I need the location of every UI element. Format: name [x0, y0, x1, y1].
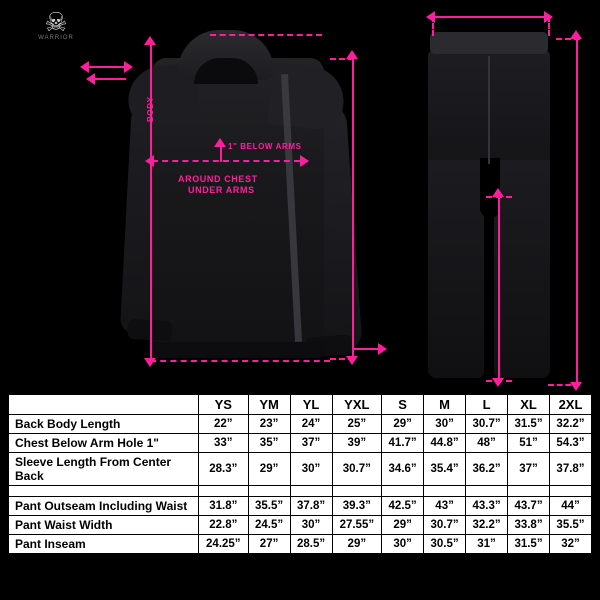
cell: 31.8”: [199, 497, 249, 516]
table-header-ys: YS: [199, 395, 249, 415]
below-arms-label: 1" BELOW ARMS: [228, 142, 302, 151]
cell: 25”: [332, 415, 382, 434]
spacer-cell: [332, 486, 382, 497]
jacket-hem-guide-line: [150, 360, 330, 362]
cell: 30”: [382, 535, 424, 554]
pants-graphic: [412, 20, 572, 388]
cell: 35.5”: [550, 516, 592, 535]
spacer-cell: [550, 486, 592, 497]
jacket-cuff-arrow: [378, 343, 387, 355]
pants-inseam-bottom-tick: [486, 380, 512, 382]
table-header-ym: YM: [248, 395, 290, 415]
brand-name: WARRIOR: [38, 35, 74, 41]
spacer-cell: [290, 486, 332, 497]
cell: 37.8”: [550, 453, 592, 486]
cell: 24.5”: [248, 516, 290, 535]
cell: 33.8”: [508, 516, 550, 535]
table-row: [9, 497, 592, 516]
jacket-chest-measure-line: [152, 160, 300, 162]
table-header-yl: YL: [290, 395, 332, 415]
jacket-collar: [178, 30, 274, 80]
cell: 31”: [466, 535, 508, 554]
table-row: [9, 535, 592, 554]
cell: 32.2”: [550, 415, 592, 434]
table-corner-cell: [9, 395, 199, 415]
spacer-cell: [466, 486, 508, 497]
cell: 22”: [199, 415, 249, 434]
center-back-line-2: [92, 78, 126, 80]
pants-outseam-top-tick: [556, 38, 580, 40]
cell: 31.5”: [508, 535, 550, 554]
below-arms-tick: [220, 146, 222, 162]
table-row: [9, 415, 592, 434]
cell: 24.25”: [199, 535, 249, 554]
pants-waist-left-tick: [432, 16, 434, 36]
cell: 30”: [290, 453, 332, 486]
cell: 36.2”: [466, 453, 508, 486]
row-label: Chest Below Arm Hole 1": [9, 434, 199, 453]
cell: 27.55”: [332, 516, 382, 535]
size-chart-table: [8, 394, 592, 554]
table-header-yxl: YXL: [332, 395, 382, 415]
cell: 30.7”: [424, 516, 466, 535]
cell: 22.8”: [199, 516, 249, 535]
jacket-sleeve-length-line: [352, 58, 354, 358]
cell: 39”: [332, 434, 382, 453]
cell: 30.5”: [424, 535, 466, 554]
cell: 37”: [290, 434, 332, 453]
cell: 33”: [199, 434, 249, 453]
jacket-chest-arrow-left: [145, 155, 154, 167]
table-header-s: S: [382, 395, 424, 415]
table-header-xl: XL: [508, 395, 550, 415]
cell: 43”: [424, 497, 466, 516]
jacket-sleeve-bottom-tick: [330, 358, 354, 360]
cell: 23”: [248, 415, 290, 434]
cell: 48”: [466, 434, 508, 453]
cell: 37”: [508, 453, 550, 486]
spacer-cell: [382, 486, 424, 497]
cell: 43.7”: [508, 497, 550, 516]
cell: 41.7”: [382, 434, 424, 453]
table-header-row: [9, 395, 592, 415]
pants-waist-width-line: [432, 16, 548, 18]
cell: 44”: [550, 497, 592, 516]
cell: 29”: [382, 516, 424, 535]
pants-inseam-line: [498, 196, 500, 380]
around-chest-label: AROUND CHEST: [178, 174, 258, 184]
pants-left-leg: [428, 160, 484, 378]
row-label: Pant Outseam Including Waist: [9, 497, 199, 516]
row-label: Pant Waist Width: [9, 516, 199, 535]
jacket-chest-arrow-right: [300, 155, 309, 167]
pants-outseam-line: [576, 38, 578, 384]
cell: 35.4”: [424, 453, 466, 486]
center-back-arrow-right: [124, 61, 133, 73]
center-back-arrow-left: [80, 61, 89, 73]
cell: 37.8”: [290, 497, 332, 516]
cell: 29”: [332, 535, 382, 554]
table-header-l: L: [466, 395, 508, 415]
jacket-body-label: BODY: [146, 96, 155, 122]
under-arms-label: UNDER ARMS: [188, 185, 255, 195]
jacket-top-guide-line: [210, 34, 322, 36]
table-header-m: M: [424, 395, 466, 415]
cell: 32”: [550, 535, 592, 554]
jacket-graphic: [120, 20, 370, 380]
cell: 35.5”: [248, 497, 290, 516]
jacket-body-length-arrow-up: [144, 36, 156, 45]
cell: 30.7”: [466, 415, 508, 434]
spacer-cell: [9, 486, 199, 497]
cell: 35”: [248, 434, 290, 453]
table-spacer-row: [9, 486, 592, 497]
spacer-cell: [248, 486, 290, 497]
jacket-hem: [152, 342, 324, 358]
pants-waist-right-tick: [548, 16, 550, 36]
cell: 28.5”: [290, 535, 332, 554]
table-row: [9, 453, 592, 486]
pants-inseam-top-tick: [486, 196, 512, 198]
brand-logo: [14, 7, 98, 60]
spacer-cell: [199, 486, 249, 497]
cell: 32.2”: [466, 516, 508, 535]
pants-outseam-bottom-tick: [548, 384, 580, 386]
table-row: [9, 516, 592, 535]
cell: 31.5”: [508, 415, 550, 434]
cell: 54.3”: [550, 434, 592, 453]
cell: 42.5”: [382, 497, 424, 516]
row-label: Sleeve Length From Center Back: [9, 453, 199, 486]
cell: 43.3”: [466, 497, 508, 516]
row-label: Pant Inseam: [9, 535, 199, 554]
spacer-cell: [424, 486, 466, 497]
cell: 29”: [248, 453, 290, 486]
cell: 30”: [424, 415, 466, 434]
jacket-body-length-line: [150, 44, 152, 360]
cell: 27”: [248, 535, 290, 554]
cell: 34.6”: [382, 453, 424, 486]
pants-waistband: [430, 32, 548, 54]
cell: 44.8”: [424, 434, 466, 453]
cell: 39.3”: [332, 497, 382, 516]
cell: 24”: [290, 415, 332, 434]
cell: 30.7”: [332, 453, 382, 486]
pants-center-seam: [488, 56, 490, 164]
spacer-cell: [508, 486, 550, 497]
skull-icon: ☠: [44, 7, 68, 37]
cell: 30”: [290, 516, 332, 535]
table-row: [9, 434, 592, 453]
jacket-right-shoulder: [267, 62, 347, 131]
row-label: Back Body Length: [9, 415, 199, 434]
center-back-arrow-left-2: [86, 73, 95, 85]
cell: 29”: [382, 415, 424, 434]
cell: 28.3”: [199, 453, 249, 486]
cell: 51”: [508, 434, 550, 453]
jacket-sleeve-top-tick: [330, 58, 354, 60]
below-arms-arrow: [214, 138, 226, 147]
table-header-2xl: 2XL: [550, 395, 592, 415]
